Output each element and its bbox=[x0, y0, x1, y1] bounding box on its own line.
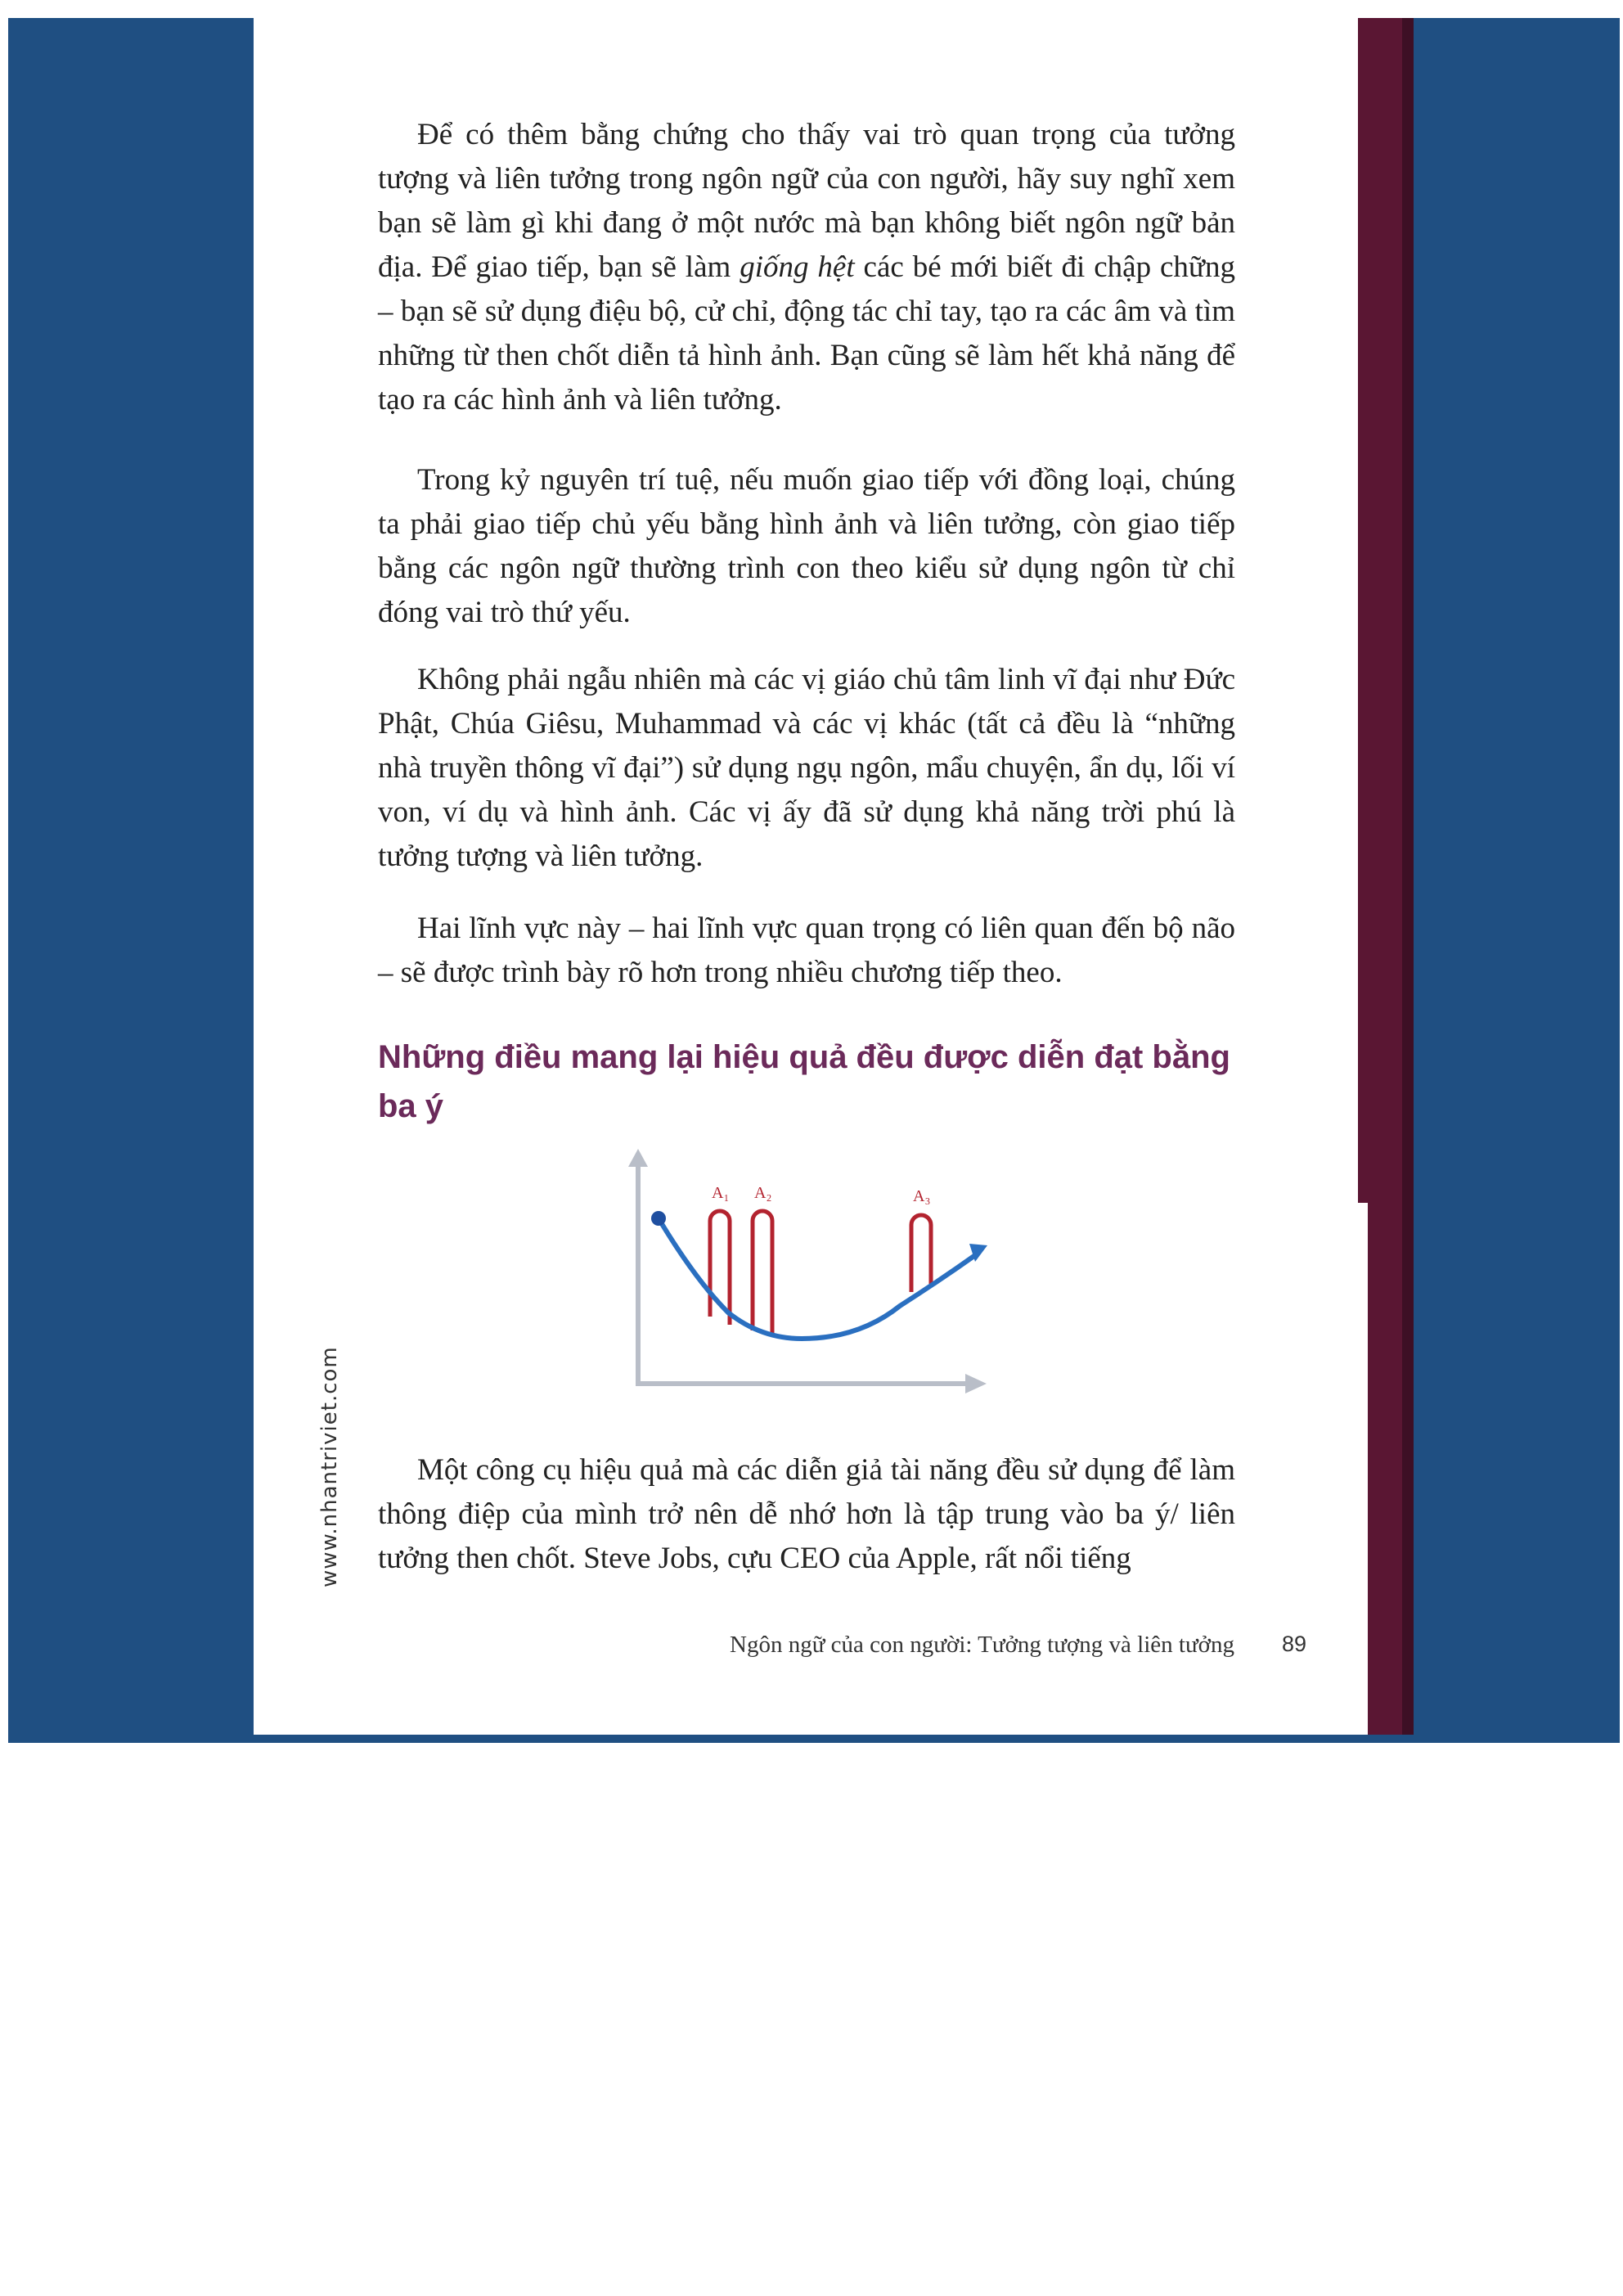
paragraph-2: Trong kỷ nguyên trí tuệ, nếu muốn giao tiếp với đồng loại, chúng ta phải giao tiếp chủ yếu bằng hình ảnh và liên tưởng, còn giao tiếp bằng các ngôn ngữ thường trình con theo kiểu sử dụng ngôn từ chỉ đóng vai trò thứ yếu. bbox=[378, 463, 1235, 629]
peak-label-a2: A₂ bbox=[754, 1184, 772, 1202]
paragraph-1 bbox=[378, 113, 1235, 422]
three-peaks-diagram bbox=[622, 1149, 998, 1394]
x-axis-arrowhead bbox=[965, 1374, 987, 1393]
peak-a2 bbox=[753, 1211, 772, 1335]
peak-label-a1: A₁ bbox=[712, 1184, 730, 1202]
running-title: Ngôn ngữ của con người: Tưởng tượng và liên tưởng bbox=[730, 1632, 1235, 1658]
paragraph-3: Không phải ngẫu nhiên mà các vị giáo chủ tâm linh vĩ đại như Đức Phật, Chúa Giêsu, Muhammad và các vị khác (tất cả đều là “những nhà truyền thông vĩ đại”) sử dụng ngụ ngôn, mẩu chuyện, ẩn dụ, lối ví von, ví dụ và hình ảnh. Các vị ấy đã sử dụng khả năng trời phú là tưởng tượng và liên tưởng. bbox=[378, 663, 1235, 873]
paragraph-5: Một công cụ hiệu quả mà các diễn giả tài năng đều sử dụng để làm thông điệp của mình trở nên dễ nhớ hơn là tập trung vào ba ý/ liên tưởng then chốt. Steve Jobs, cựu CEO của Apple, rất nổi tiếng bbox=[378, 1453, 1235, 1575]
side-url: www.nhantriviet.com bbox=[317, 1346, 342, 1587]
peak-label-a3: A₃ bbox=[913, 1187, 931, 1205]
y-axis-arrowhead bbox=[628, 1149, 648, 1167]
start-dot bbox=[651, 1211, 666, 1226]
paragraph-1-text-b: các bé mới biết đi chập chững – bạn sẽ sử dụng điệu bộ, cử chỉ, động tác chỉ tay, tạo ra các âm và tìm những từ then chốt diễn tả hình ảnh. Bạn cũng sẽ làm hết khả năng để tạo ra các hình ảnh và liên tưởng. bbox=[378, 250, 1235, 416]
peak-a3 bbox=[911, 1215, 931, 1292]
book-spine-edge bbox=[1402, 18, 1414, 1735]
section-heading: Những điều mang lại hiệu quả đều được diễn đạt bằng ba ý bbox=[378, 1039, 1230, 1124]
paragraph-4: Hai lĩnh vực này – hai lĩnh vực quan trọng có liên quan đến bộ não – sẽ được trình bày rõ hơn trong nhiều chương tiếp theo. bbox=[378, 912, 1235, 989]
page-number: 89 bbox=[1282, 1632, 1307, 1656]
paragraph-1-text-a: Để có thêm bằng chứng cho thấy vai trò quan trọng của tưởng tượng và liên tưởng trong ngôn ngữ của con người, hãy suy nghĩ xem bạn sẽ làm gì khi đang ở một nước mà bạn không biết ngôn ngữ bản địa. Để giao tiếp, bạn sẽ làm bbox=[378, 118, 1235, 284]
paragraph-1-italic: giống hệt bbox=[740, 250, 855, 284]
